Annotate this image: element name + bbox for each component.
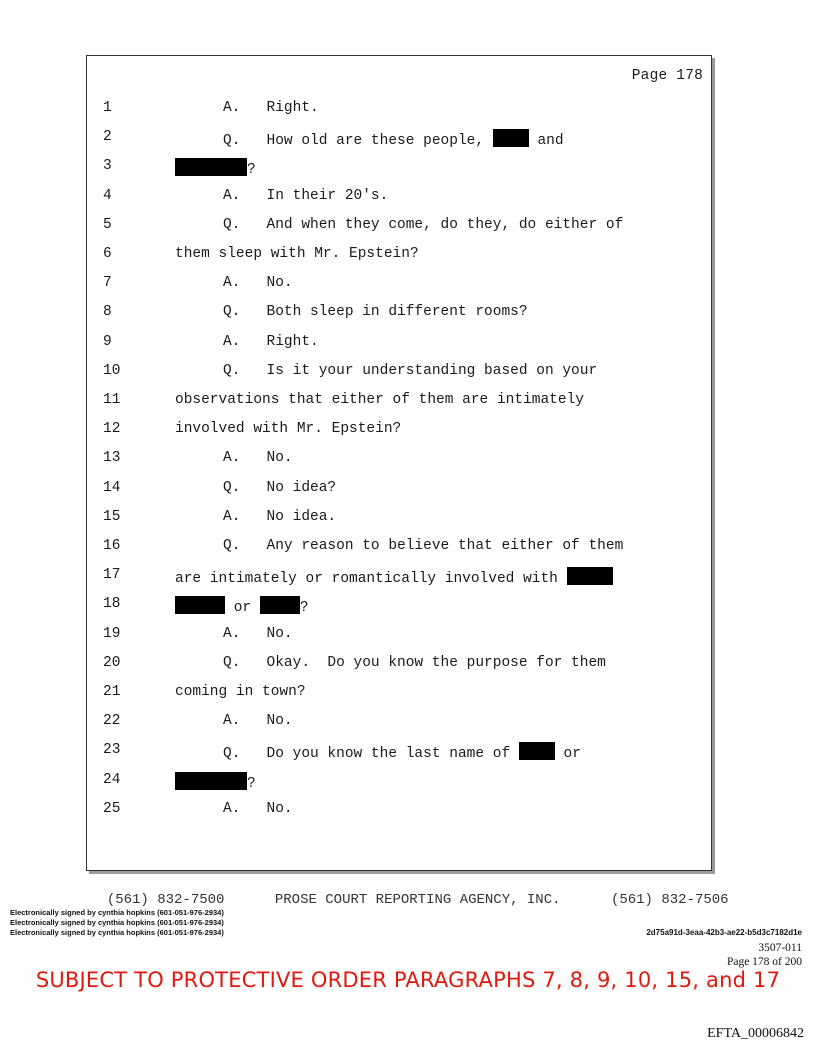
transcript-line xyxy=(87,713,687,733)
line-text-segment: Q. Okay. Do you know the purpose for them xyxy=(223,654,606,671)
redaction-box xyxy=(260,596,300,614)
redaction-box xyxy=(493,129,529,147)
line-number: 19 xyxy=(103,625,121,642)
line-number: 5 xyxy=(103,216,112,233)
line-text-segment: Q. Any reason to believe that either of them xyxy=(223,538,624,554)
transcript-line xyxy=(87,567,687,587)
transcript-line xyxy=(87,275,687,295)
line-text xyxy=(223,334,319,350)
line-text-segment: Q. And when they come, do they, do either of xyxy=(223,216,624,233)
line-number: 9 xyxy=(103,333,112,350)
line-text-segment: A. No. xyxy=(223,800,293,817)
line-text xyxy=(223,450,293,466)
line-text-segment: or xyxy=(225,600,260,617)
line-number: 20 xyxy=(103,654,121,671)
footer-phone-left: (561) 832-7500 xyxy=(106,892,225,908)
line-text xyxy=(223,801,293,817)
line-text-segment: observations that either of them are intimately xyxy=(175,392,584,408)
line-text-segment: Q. Both sleep in different rooms? xyxy=(223,304,528,321)
transcript-line xyxy=(87,217,687,237)
line-number: 12 xyxy=(103,421,121,438)
line-text-segment: Q. Do you know the last name of xyxy=(223,746,519,763)
transcript-line xyxy=(87,392,687,412)
line-text xyxy=(223,742,581,762)
transcript-line xyxy=(87,596,687,616)
line-text-segment: A. Right. xyxy=(223,100,319,116)
line-text-segment: ? xyxy=(247,162,256,179)
line-number: 8 xyxy=(103,304,112,321)
line-text xyxy=(175,684,306,700)
line-number: 7 xyxy=(103,275,112,292)
line-number: 16 xyxy=(103,538,121,554)
line-text xyxy=(175,567,613,587)
signature-line: Electronically signed by cynthia hopkins (601-051-976-2934) xyxy=(10,928,224,937)
line-text-segment: A. No idea. xyxy=(223,508,337,525)
transcript-line xyxy=(87,801,687,821)
exhibit-number: 3507-011 xyxy=(758,942,802,954)
transcript-line xyxy=(87,742,687,762)
redaction-box xyxy=(175,772,247,790)
transcript-line xyxy=(87,480,687,500)
transcript-line xyxy=(87,655,687,675)
line-number: 11 xyxy=(103,392,121,408)
line-number: 15 xyxy=(103,508,121,525)
line-text-segment: A. No. xyxy=(223,713,293,730)
transcript-line xyxy=(87,334,687,354)
line-text xyxy=(175,392,584,408)
line-text xyxy=(223,655,606,671)
line-text xyxy=(223,217,623,233)
line-number: 23 xyxy=(103,742,121,759)
line-text xyxy=(223,480,336,496)
line-text-segment: A. No. xyxy=(223,450,293,467)
line-text-segment: ? xyxy=(299,600,309,617)
line-text xyxy=(223,509,336,525)
footer-agency-name: PROSE COURT REPORTING AGENCY, INC. xyxy=(274,892,561,908)
line-number: 24 xyxy=(103,771,121,788)
line-text xyxy=(223,304,528,320)
line-number: 1 xyxy=(103,100,112,116)
line-text-segment: are intimately or romantically involved with xyxy=(175,571,567,588)
document-hash: 2d75a91d-3eaa-42b3-ae22-b5d3c7182d1e xyxy=(646,928,802,937)
line-number: 17 xyxy=(103,567,121,584)
line-number: 13 xyxy=(103,450,121,467)
line-number: 2 xyxy=(103,129,112,146)
footer-phone-right: (561) 832-7506 xyxy=(610,892,729,908)
line-text xyxy=(223,713,293,729)
transcript-line xyxy=(87,538,687,558)
transcript-line xyxy=(87,129,687,149)
footer-agency-line xyxy=(90,876,729,908)
transcript-line xyxy=(87,246,687,266)
redaction-box xyxy=(175,158,247,176)
transcript-line xyxy=(87,158,687,178)
page-of-total: Page 178 of 200 xyxy=(726,956,802,968)
line-text xyxy=(223,275,293,291)
transcript-line xyxy=(87,772,687,792)
redaction-box xyxy=(567,567,613,585)
redaction-box xyxy=(175,596,225,614)
line-number: 21 xyxy=(103,684,121,700)
transcript-line xyxy=(87,188,687,208)
line-text-segment: Q. Is it your understanding based on your xyxy=(223,362,598,379)
transcript-line xyxy=(87,626,687,646)
line-text xyxy=(223,188,388,204)
line-text-segment: coming in town? xyxy=(175,684,306,700)
line-number: 4 xyxy=(103,187,112,204)
protective-order-notice: SUBJECT TO PROTECTIVE ORDER PARAGRAPHS 7, 8, 9, 10, 15, and 17 xyxy=(35,968,781,992)
line-text-segment: A. No. xyxy=(223,625,293,642)
transcript-line xyxy=(87,363,687,383)
line-text xyxy=(223,626,293,642)
line-text-segment: A. In their 20's. xyxy=(223,187,389,204)
line-text-segment: and xyxy=(528,133,564,150)
line-text xyxy=(175,158,256,178)
line-number: 14 xyxy=(103,479,121,496)
transcript-line xyxy=(87,509,687,529)
line-number: 18 xyxy=(103,596,121,613)
line-text-segment: involved with Mr. Epstein? xyxy=(175,421,402,438)
line-number: 6 xyxy=(103,246,112,262)
line-text xyxy=(175,421,401,437)
line-text xyxy=(175,246,419,262)
line-number: 3 xyxy=(103,158,112,175)
line-text-segment: Q. How old are these people, xyxy=(223,133,493,150)
transcript-line xyxy=(87,421,687,441)
transcript-line xyxy=(87,684,687,704)
signature-line: Electronically signed by cynthia hopkins (601-051-976-2934) xyxy=(10,918,224,927)
line-text-segment: or xyxy=(554,746,581,763)
bates-number: EFTA_00006842 xyxy=(707,1026,804,1041)
line-text xyxy=(223,363,597,379)
line-text xyxy=(223,129,564,149)
page-number: Page 178 xyxy=(631,68,703,84)
line-text-segment: Q. No idea? xyxy=(223,479,337,496)
line-text-segment: A. Right. xyxy=(223,333,319,350)
transcript-page xyxy=(86,55,712,871)
line-text xyxy=(175,772,256,792)
transcript-line xyxy=(87,450,687,470)
line-text xyxy=(223,538,623,554)
line-text-segment: A. No. xyxy=(223,275,293,292)
transcript-line xyxy=(87,304,687,324)
line-number: 22 xyxy=(103,713,121,730)
line-number: 10 xyxy=(103,362,121,379)
line-number: 25 xyxy=(103,800,121,817)
line-text xyxy=(175,596,309,616)
redaction-box xyxy=(519,742,555,760)
line-text-segment: them sleep with Mr. Epstein? xyxy=(175,246,419,262)
line-text xyxy=(223,100,319,116)
line-text-segment: ? xyxy=(247,775,256,792)
signature-line: Electronically signed by cynthia hopkins (601-051-976-2934) xyxy=(10,908,224,917)
transcript-line xyxy=(87,100,687,120)
